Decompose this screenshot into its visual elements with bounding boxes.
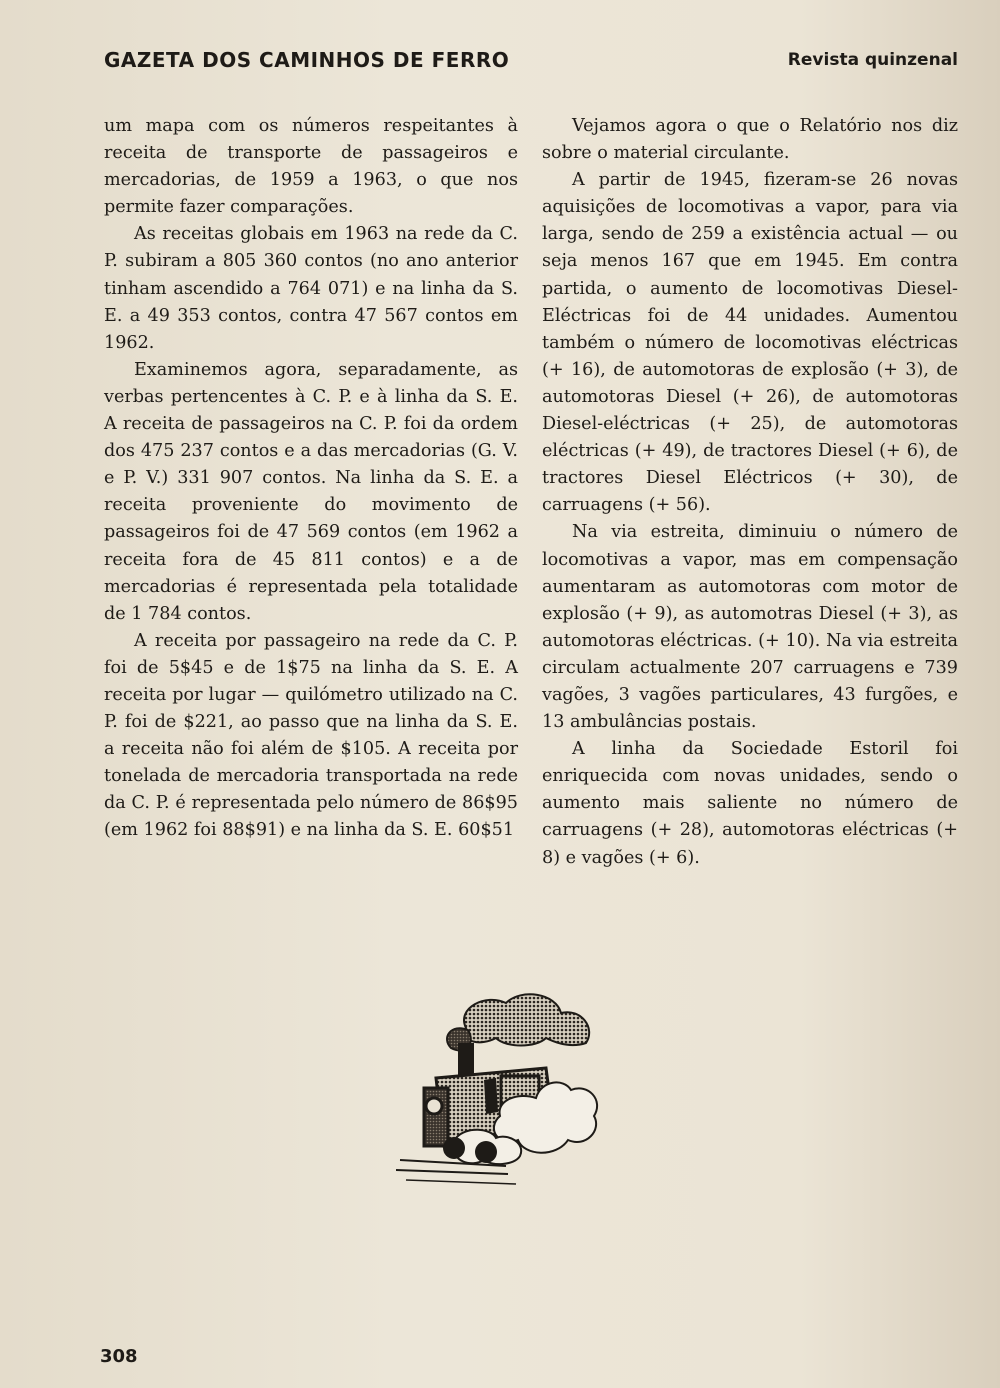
publication-title: GAZETA DOS CAMINHOS DE FERRO <box>104 48 510 72</box>
left-column <box>104 113 518 845</box>
page-header <box>104 48 958 78</box>
paragraph: A partir de 1945, fizeram-se 26 novas aquisições de locomotivas a vapor, para via larga, sendo de 259 a existência actual — ou seja menos 167 que em 1945. Em contra partida, o aumento de locomotivas Diesel-Eléctricas foi de 44 unidades. Aumentou também o número de locomotivas eléctricas (+ 16), de automotoras de explosão (+ 3), de automotoras Diesel (+ 26), de automotoras Diesel-eléctricas (+ 25), de automotoras eléctricas (+ 49), de tractores Diesel (+ 6), de tractores Diesel Eléctricos (+ 30), de carruagens (+ 56). <box>542 170 958 516</box>
publication-subtitle: Revista quinzenal <box>787 50 958 70</box>
paragraph: A receita por passageiro na rede da C. P. foi de 5$45 e de 1$75 na linha da S. E. A receita por lugar — quilómetro utilizado na C. P. foi de $221, ao passo que na linha da S. E. a receita não foi além de $105. A receita por tonelada de mercadoria transportada na rede da C. P. é representada pelo número de 86$95 (em 1962 foi 88$91) e na linha da S. E. 60$51 <box>104 630 518 841</box>
paragraph: Na via estreita, diminuiu o número de locomotivas a vapor, mas em compensação aumentaram as automotoras com motor de explosão (+ 9), as automotras Diesel (+ 3), as automotoras eléctricas. (+ 10). Na via estreita circulam actualmente 207 carruagens e 739 vagões, 3 vagões particulares, 43 furgões, e 13 ambulâncias postais. <box>542 522 958 733</box>
paragraph: Vejamos agora o que o Relatório nos diz sobre o material circulante. <box>542 116 958 164</box>
paragraph: A linha da Sociedade Estoril foi enriquecida com novas unidades, sendo o aumento mais saliente no número de carruagens (+ 28), automotoras eléctricas (+ 8) e vagões (+ 6). <box>542 739 958 868</box>
paragraph: Examinemos agora, separadamente, as verbas pertencentes à C. P. e à linha da S. E. A receita de passageiros na C. P. foi da ordem dos 475 237 contos e a das mercadorias (G. V. e P. V.) 331 907 contos. Na linha da S. E. a receita proveniente do movimento de passageiros foi de 47 569 contos (em 1962 a receita fora de 45 811 contos) e a de mercadorias é representada pela totalidade de 1 784 contos. <box>104 359 518 624</box>
paragraph: um mapa com os números respeitantes à receita de transporte de passageiros e mercadorias, de 1959 a 1963, o que nos permite fazer comparações. <box>104 116 518 218</box>
steam-locomotive-icon <box>396 988 606 1188</box>
paragraph: As receitas globais em 1963 na rede da C. P. subiram a 805 360 contos (no ano anterior tinham ascendido a 764 071) e na linha da S. E. a 49 353 contos, contra 47 567 contos em 1962. <box>104 224 518 353</box>
right-column <box>542 113 958 872</box>
page-number: 308 <box>100 1346 138 1367</box>
